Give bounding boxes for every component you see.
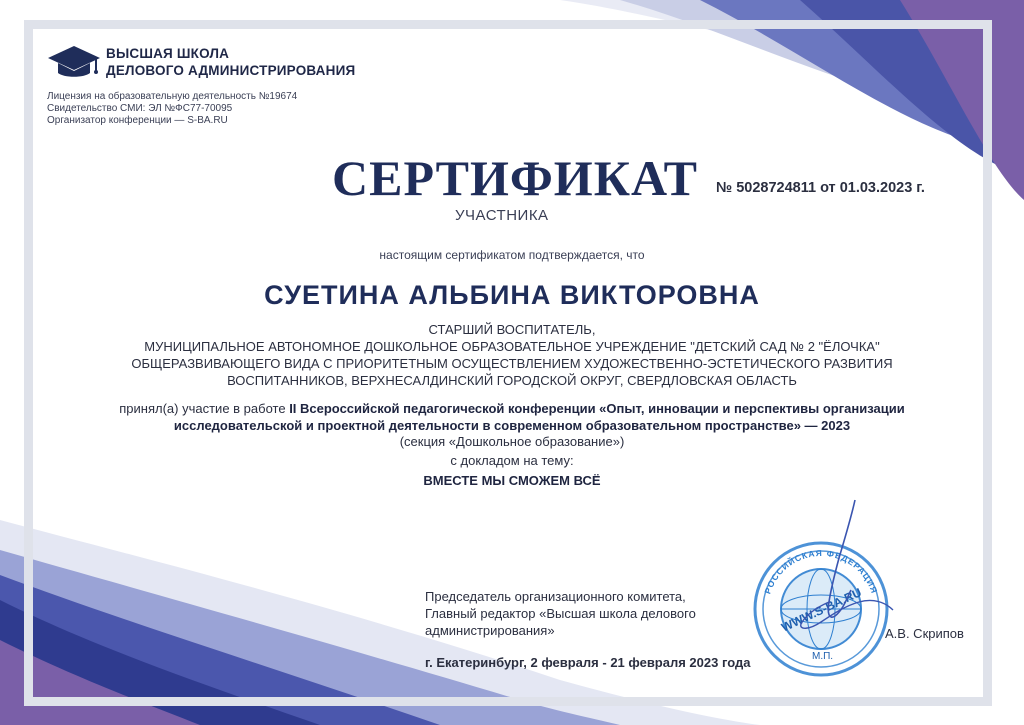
stamp-url: WWW.S-BA.RU (779, 585, 864, 635)
participant-name: СУЕТИНА АЛЬБИНА ВИКТОРОВНА (264, 280, 760, 310)
stamp-arc-text: РОССИЙСКАЯ ФЕДЕРАЦИЯ (762, 547, 880, 596)
conference-name-1: II Всероссийской педагогической конференции «Опыт, инновации и перспективы организации (289, 401, 905, 416)
certificate-number: № 5028724811 от 01.03.2023 г. (716, 180, 925, 196)
license-info (47, 91, 297, 127)
chairman-line-3: администрирования» (425, 623, 555, 638)
participant-organization (60, 321, 964, 389)
smi-text: Свидетельство СМИ: ЭЛ №ФС77-70095 (47, 103, 233, 114)
certificate-title: СЕРТИФИКАТ (332, 150, 699, 206)
org-line-3: ВОСПИТАННИКОВ, ВЕРХНЕСАЛДИНСКИЙ ГОРОДСКОЙ ОКРУГ, СВЕРДЛОВСКАЯ ОБЛАСТЬ (227, 373, 797, 388)
position-text: СТАРШИЙ ВОСПИТАТЕЛЬ, (428, 322, 596, 337)
place-and-date: г. Екатеринбург, 2 февраля - 21 февраля 2023 года (425, 655, 751, 670)
topic-label: с докладом на тему: (450, 453, 574, 468)
graduation-cap-icon (46, 44, 102, 80)
organizer-text: Организатор конференции — S-BA.RU (47, 115, 228, 126)
school-name-line1: ВЫСШАЯ ШКОЛА (106, 46, 230, 61)
school-name (106, 45, 355, 79)
section-text: (секция «Дошкольное образование») (399, 434, 625, 449)
chairman-line-1: Председатель организационного комитета, (425, 589, 686, 604)
chairman-line-2: Главный редактор «Высшая школа делового (425, 606, 696, 621)
signer-name: А.В. Скрипов (885, 626, 964, 641)
school-name-line2: ДЕЛОВОГО АДМИНИСТРИРОВАНИЯ (106, 63, 356, 78)
org-line-2: ОБЩЕРАЗВИВАЮЩЕГО ВИДА С ПРИОРИТЕТНЫМ ОСУЩЕСТВЛЕНИЕМ ХУДОЖЕСТВЕННО-ЭСТЕТИЧЕСКОГО РАЗВИТИЯ (131, 356, 893, 371)
license-text: Лицензия на образовательную деятельность №19674 (47, 91, 298, 102)
participation-text (60, 400, 964, 434)
confirm-text: настоящим сертификатом подтверждается, что (379, 248, 645, 262)
report-topic: ВМЕСТЕ МЫ СМОЖЕМ ВСЁ (423, 473, 601, 488)
conference-name-2: исследовательской и проектной деятельности в современном образовательном пространстве» — 2023 (173, 418, 851, 433)
stamp-mp: М.П. (812, 651, 834, 662)
chairman-title (425, 588, 696, 639)
org-line-1: МУНИЦИПАЛЬНОЕ АВТОНОМНОЕ ДОШКОЛЬНОЕ ОБРАЗОВАТЕЛЬНОЕ УЧРЕЖДЕНИЕ "ДЕТСКИЙ САД № 2 "ЁЛОЧКА" (144, 339, 880, 354)
participation-prefix: принял(а) участие в работе (119, 401, 290, 416)
certificate-subtitle: УЧАСТНИКА (455, 207, 549, 224)
